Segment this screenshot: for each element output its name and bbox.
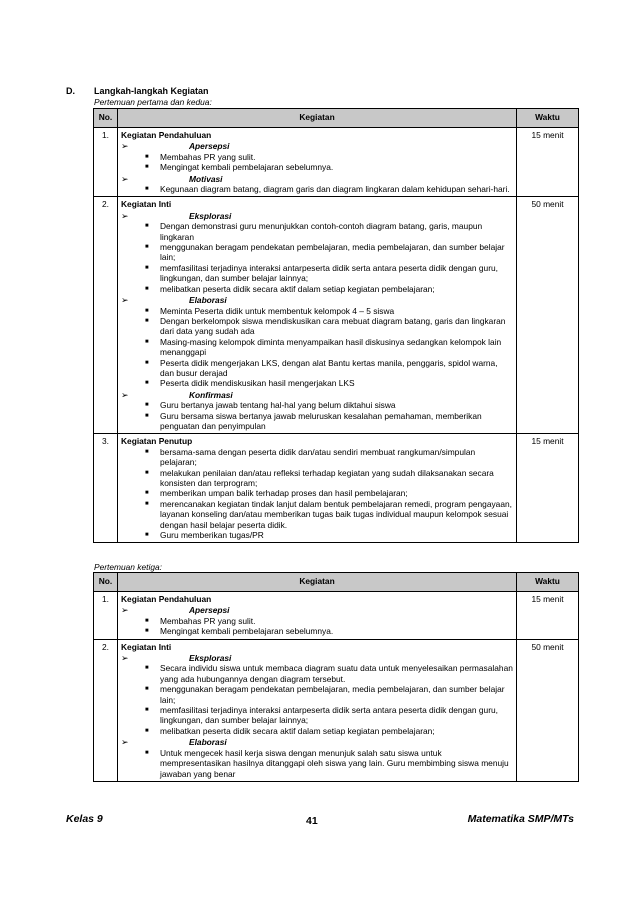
meeting3-table [93, 572, 579, 782]
sub-activity-name: Elaborasi [189, 737, 227, 748]
sub-activity-name: Apersepsi [189, 141, 230, 152]
square-bullet-icon: ■ [145, 164, 149, 171]
list-item [121, 162, 513, 172]
square-bullet-icon: ■ [145, 500, 149, 507]
row-activity [118, 639, 517, 781]
list-item-text: memberikan umpan balik terhadap proses dan hasil pembelajaran; [160, 488, 408, 499]
list-item-text: Guru bersama siswa bertanya jawab meluruskan kesalahan pemahaman, memberikan penguatan dan penyimpulan [160, 410, 482, 431]
square-bullet-icon: ■ [145, 223, 149, 230]
arrow-bullet-icon: ➢ [121, 653, 129, 664]
table-row [94, 128, 579, 197]
row-number: 2. [94, 639, 118, 781]
list-item-text: Membahas PR yang sulit. [160, 151, 256, 162]
list-item [121, 499, 513, 530]
list-item [121, 447, 513, 468]
square-bullet-icon: ■ [145, 490, 149, 497]
square-bullet-icon: ■ [145, 469, 149, 476]
list-item-text: Peserta didik mendiskusikan hasil mengerjakan LKS [160, 378, 355, 389]
list-item [121, 152, 513, 162]
list-item [121, 400, 513, 410]
list-item [121, 184, 513, 194]
square-bullet-icon: ■ [145, 186, 149, 193]
list-item-text: Dengan demonstrasi guru menunjukkan contoh-contoh diagram batang, garis, maupun lingkaran [160, 221, 483, 242]
arrow-bullet-icon: ➢ [121, 173, 129, 184]
list-item-text: Mengingat kembali pembelajaran sebelumnya. [160, 626, 334, 637]
list-item-text: memfasilitasi terjadinya interaksi antarpeserta didik serta antara peserta didik dengan guru, lingkungan, dan sumber belajar lainnya; [160, 262, 498, 284]
footer-subject: Matematika SMP/MTs [467, 813, 574, 825]
row-time: 50 menit [517, 197, 579, 434]
list-item-text: Meminta Peserta didik untuk membentuk kelompok 4 – 5 siswa [160, 305, 395, 316]
col-time: Waktu [517, 109, 579, 128]
col-no: No. [94, 109, 118, 128]
square-bullet-icon: ■ [145, 617, 149, 624]
row-number: 2. [94, 197, 118, 434]
bullet-list [121, 447, 513, 541]
list-item [121, 411, 513, 432]
sub-activity-name: Elaborasi [189, 295, 227, 306]
meeting1-body [94, 128, 579, 543]
square-bullet-icon: ■ [145, 749, 149, 756]
meeting3-body [94, 592, 579, 782]
row-time: 50 menit [517, 639, 579, 781]
square-bullet-icon: ■ [145, 727, 149, 734]
row-number: 1. [94, 592, 118, 640]
section-title: Langkah-langkah Kegiatan [94, 86, 209, 96]
list-item-text: Masing-masing kelompok diminta menyampaikan hasil diskusinya sedangkan kelompok lain menanggapi [160, 336, 502, 358]
page-number: 41 [306, 815, 318, 827]
arrow-bullet-icon: ➢ [121, 210, 129, 221]
square-bullet-icon: ■ [145, 380, 149, 387]
list-item [121, 468, 513, 489]
list-item [121, 663, 513, 684]
square-bullet-icon: ■ [145, 628, 149, 635]
sub-activity-heading [121, 211, 513, 221]
list-item-text: Mengingat kembali pembelajaran sebelumnya. [160, 162, 334, 173]
section-label: D. [66, 86, 75, 96]
bullet-list [121, 184, 513, 194]
activity-title: Kegiatan Pendahuluan [121, 130, 212, 140]
list-item-text: Guru bertanya jawab tentang hal-hal yang belum diktahui siswa [160, 400, 396, 411]
list-item-text: menggunakan beragam pendekatan pembelajaran, media pembelajaran, dan sumber belajar lain; [160, 684, 505, 705]
row-number: 3. [94, 434, 118, 543]
list-item [121, 221, 513, 242]
arrow-bullet-icon: ➢ [121, 389, 129, 400]
square-bullet-icon: ■ [145, 244, 149, 251]
list-item-text: merencanakan kegiatan tindak lanjut dalam bentuk pembelajaran remedi, program pengayaan, layanan konseling dan/atau memberikan tugas baik tugas individual maupun kelompok sesuai dengan hasil belajar peserta didik. [160, 498, 512, 530]
col-activity: Kegiatan [118, 109, 517, 128]
col-activity: Kegiatan [118, 573, 517, 592]
bullet-list [121, 400, 513, 431]
col-no: No. [94, 573, 118, 592]
sub-activity-name: Eksplorasi [189, 653, 232, 664]
list-item [121, 316, 513, 337]
list-item [121, 263, 513, 284]
list-item-text: melakukan penilaian dan/atau refleksi terhadap kegiatan yang sudah dilaksanakan secara konsisten dan terprogram; [160, 467, 494, 488]
square-bullet-icon: ■ [145, 307, 149, 314]
row-number: 1. [94, 128, 118, 197]
meeting3-caption: Pertemuan ketiga: [94, 562, 162, 572]
list-item-text: bersama-sama dengan peserta didik dan/atau sendiri membuat rangkuman/simpulan pelajaran; [160, 446, 476, 468]
table-row [94, 639, 579, 781]
sub-activity-heading [121, 653, 513, 663]
square-bullet-icon: ■ [145, 264, 149, 271]
table-row [94, 197, 579, 434]
row-activity [118, 128, 517, 197]
activity-title: Kegiatan Penutup [121, 436, 193, 447]
list-item-text: Kegunaan diagram batang, diagram garis dan diagram lingkaran dalam kehidupan sehari-hari. [160, 184, 510, 195]
bullet-list [121, 663, 513, 736]
sub-activity-name: Konfirmasi [189, 389, 233, 400]
row-time: 15 menit [517, 434, 579, 543]
table-header-row [94, 573, 579, 592]
sub-activity-heading [121, 605, 513, 615]
activity-title: Kegiatan Inti [121, 199, 172, 210]
list-item [121, 242, 513, 263]
meeting1-table [93, 108, 579, 543]
square-bullet-icon: ■ [145, 532, 149, 539]
list-item-text: menggunakan beragam pendekatan pembelajaran, media pembelajaran, dan sumber belajar lain; [160, 242, 505, 263]
sub-activity-heading [121, 295, 513, 305]
list-item [121, 626, 513, 636]
bullet-list [121, 616, 513, 637]
square-bullet-icon: ■ [145, 402, 149, 409]
list-item [121, 616, 513, 626]
activity-title: Kegiatan Pendahuluan [121, 594, 212, 604]
list-item-text: Secara individu siswa untuk membaca diagram suatu data untuk menyelesaikan permasalahan yang ada hubungannya dengan diagram tersebut. [160, 663, 513, 684]
arrow-bullet-icon: ➢ [121, 605, 129, 616]
square-bullet-icon: ■ [145, 412, 149, 419]
square-bullet-icon: ■ [145, 448, 149, 455]
square-bullet-icon: ■ [145, 707, 149, 714]
list-item-text: Untuk mengecek hasil kerja siswa dengan menunjuk salah satu siswa untuk mempresentasikan hasilnya ditanggapi oleh siswa yang lain. Guru membimbing siswa menuju jawaban yang benar [160, 747, 509, 779]
square-bullet-icon: ■ [145, 686, 149, 693]
list-item-text: melibatkan peserta didik secara aktif dalam setiap kegiatan pembelajaran; [160, 283, 435, 294]
square-bullet-icon: ■ [145, 359, 149, 366]
bullet-list [121, 221, 513, 294]
row-time: 15 menit [517, 128, 579, 197]
sub-activity-heading [121, 390, 513, 400]
sub-activity-heading [121, 141, 513, 151]
table-row [94, 434, 579, 543]
list-item [121, 337, 513, 358]
list-item-text: melibatkan peserta didik secara aktif dalam setiap kegiatan pembelajaran; [160, 725, 435, 736]
square-bullet-icon: ■ [145, 317, 149, 324]
bullet-list [121, 152, 513, 173]
list-item [121, 530, 513, 540]
arrow-bullet-icon: ➢ [121, 737, 129, 748]
list-item [121, 705, 513, 726]
sub-activity-name: Eksplorasi [189, 210, 232, 221]
list-item-text: Guru memberikan tugas/PR [160, 530, 264, 541]
square-bullet-icon: ■ [145, 665, 149, 672]
row-activity [118, 592, 517, 640]
sub-activity-name: Apersepsi [189, 605, 230, 616]
list-item [121, 684, 513, 705]
list-item [121, 748, 513, 779]
list-item-text: memfasilitasi terjadinya interaksi antarpeserta didik serta antara peserta didik dengan guru, lingkungan, dan sumber belajar lainnya; [160, 705, 498, 726]
list-item [121, 306, 513, 316]
sub-activity-name: Motivasi [189, 173, 223, 184]
list-item [121, 358, 513, 379]
square-bullet-icon: ■ [145, 285, 149, 292]
list-item-text: Membahas PR yang sulit. [160, 615, 256, 626]
activity-title: Kegiatan Inti [121, 641, 172, 652]
col-time: Waktu [517, 573, 579, 592]
arrow-bullet-icon: ➢ [121, 141, 129, 152]
meeting1-caption: Pertemuan pertama dan kedua: [94, 97, 212, 107]
list-item [121, 284, 513, 294]
table-header-row [94, 109, 579, 128]
list-item [121, 726, 513, 736]
arrow-bullet-icon: ➢ [121, 295, 129, 306]
sub-activity-heading [121, 174, 513, 184]
sub-activity-heading [121, 737, 513, 747]
square-bullet-icon: ■ [145, 338, 149, 345]
footer-grade: Kelas 9 [66, 813, 103, 825]
square-bullet-icon: ■ [145, 153, 149, 160]
row-activity [118, 434, 517, 543]
bullet-list [121, 306, 513, 389]
table-row [94, 592, 579, 640]
list-item-text: Peserta didik mengerjakan LKS, dengan alat Bantu kertas manila, penggaris, spidol warna, dan busur derajad [160, 357, 498, 378]
list-item [121, 378, 513, 388]
row-time: 15 menit [517, 592, 579, 640]
list-item-text: Dengan berkelompok siswa mendiskusikan cara mebuat diagram batang, garis dan lingkaran dari data yang sudah ada [160, 315, 506, 337]
bullet-list [121, 748, 513, 779]
list-item [121, 488, 513, 498]
row-activity [118, 197, 517, 434]
